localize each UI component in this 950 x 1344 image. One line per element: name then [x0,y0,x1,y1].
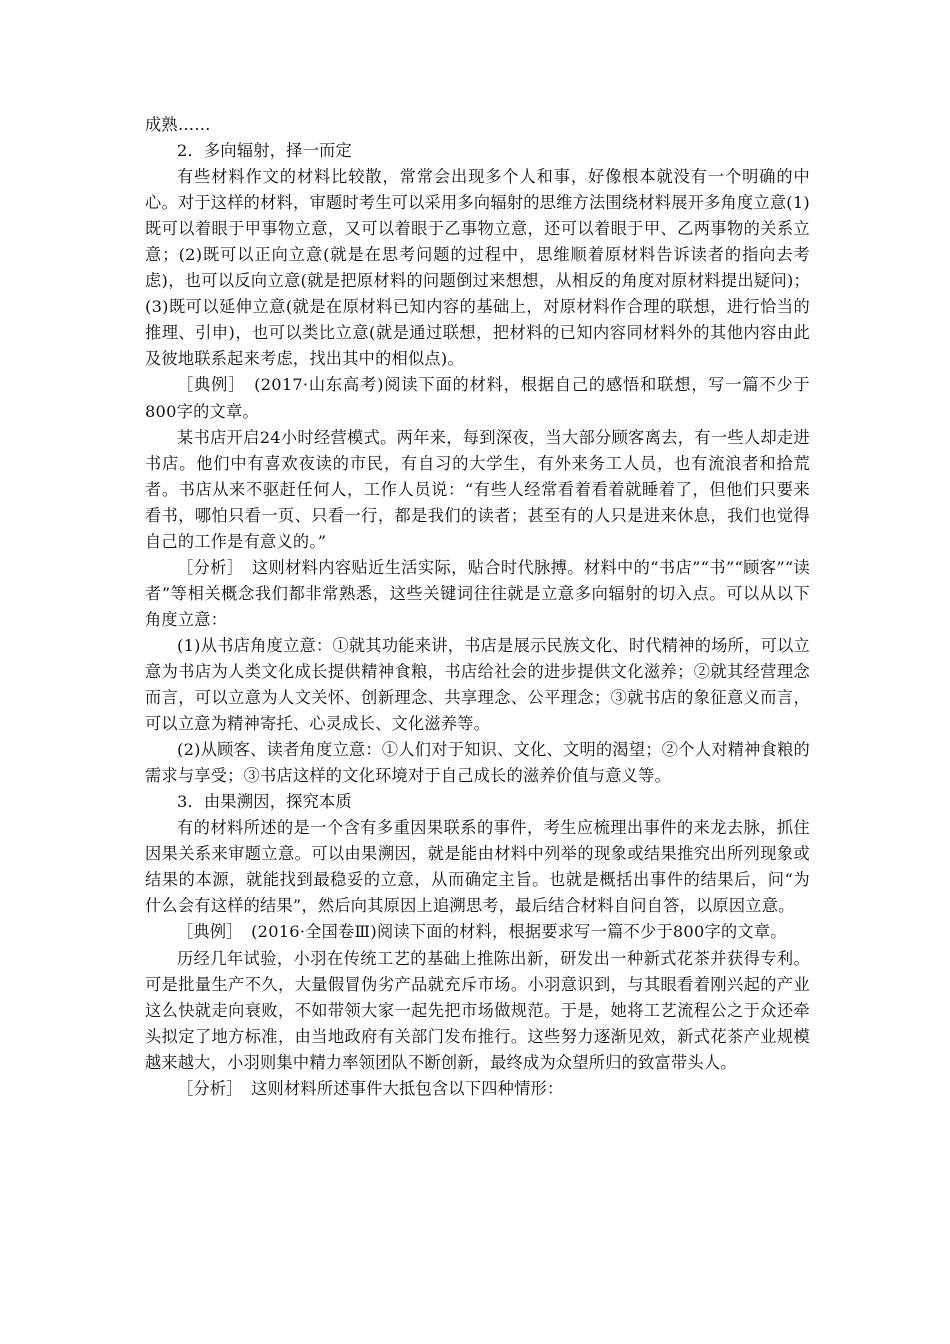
analysis-point-1: (1)从书店角度立意：①就其功能来讲，书店是展示民族文化、时代精神的场所，可以立意为书店为人类文化成长提供精神食粮，书店给社会的进步提供文化滋养；②就其经营理念而言，可以立意为人文关怀、创新理念、共享理念、公平理念；③就书店的象征意义而言，可以立意为精神寄托、心灵成长、文化滋养等。 [145,635,810,734]
example-prompt-2017: ［典例］ (2017·山东高考)阅读下面的材料，根据自己的感悟和联想，写一篇不少于800字的文章。 [145,375,810,421]
section-heading-2: 2．多向辐射，择一而定 [177,141,352,161]
section-heading-3: 3．由果溯因，探究本质 [177,792,352,812]
analysis-bookstore: ［分析］ 这则材料内容贴近生活实际，贴合时代脉搏。材料中的“书店”“书”“顾客”“读者”等相关概念我们都非常熟悉，这些关键词往往就是立意多向辐射的切入点。可以从以下角度立意： [145,557,810,629]
example-material-bookstore: 某书店开启24小时经营模式。两年来，每到深夜，当大部分顾客离去，有一些人却走进书店。他们中有喜欢夜读的市民，有自习的大学生，有外来务工人员，也有流浪者和拾荒者。书店从来不驱赶任何人，工作人员说：“有些人经常看着看着就睡着了，但他们只要来看书，哪怕只看一页、只看一行，都是我们的读者；甚至有的人只是进来休息，我们也觉得自己的工作是有意义的。” [145,427,810,551]
document-body [145,112,810,1102]
paragraph-method-explanation: 有些材料作文的材料比较散，常常会出现多个人和事，好像根本就没有一个明确的中心。对于这样的材料，审题时考生可以采用多向辐射的思维方法围绕材料展开多角度立意(1)既可以着眼于甲事物立意，又可以着眼于乙事物立意，还可以着眼于甲、乙两事物的关系立意；(2)既可以正向立意(就是在思考问题的过程中，思维顺着原材料告诉读者的指向去考虑)，也可以反向立意(就是把原材料的问题倒过来想想，从相反的角度对原材料提出疑问)；(3)既可以延伸立意(就是在原材料已知内容的基础上，对原材料作合理的联想，进行恰当的推理、引申)，也可以类比立意(就是通过联想，把材料的已知内容同材料外的其他内容由此及彼地联系起来考虑，找出其中的相似点)。 [145,167,810,369]
paragraph-cause-effect: 有的材料所述的是一个含有多重因果联系的事件，考生应梳理出事件的来龙去脉，抓住因果关系来审题立意。可以由果溯因，就是能由材料中列举的现象或结果推究出所列现象或结果的本源，就能找到最稳妥的立意，从而确定主旨。也就是概括出事件的结果后，问“为什么会有这样的结果”，然后向其原因上追溯思考，最后结合材料自问自答，以原因立意。 [145,818,810,916]
paragraph-continuation: 成熟…… [145,115,211,134]
analysis-tea: ［分析］ 这则材料所述事件大抵包含以下四种情形： [177,1078,564,1098]
analysis-point-2: (2)从顾客、读者角度立意：①人们对于知识、文化、文明的渴望；②个人对精神食粮的需求与享受；③书店这样的文化环境对于自己成长的滋养价值与意义等。 [145,740,810,786]
example-prompt-2016: ［典例］ (2016·全国卷Ⅲ)阅读下面的材料，根据要求写一篇不少于800字的文章。 [177,922,787,942]
example-material-tea: 历经几年试验，小羽在传统工艺的基础上推陈出新，研发出一种新式花茶并获得专利。可是批量生产不久，大量假冒伪劣产品就充斥市场。小羽意识到，与其眼看着刚兴起的产业这么快就走向衰败，不如带领大家一起先把市场做规范。于是，她将工艺流程公之于众还牵头拟定了地方标准，由当地政府有关部门发布推行。这些努力逐渐见效，新式花茶产业规模越来越大，小羽则集中精力率领团队不断创新，最终成为众望所归的致富带头人。 [145,948,810,1072]
